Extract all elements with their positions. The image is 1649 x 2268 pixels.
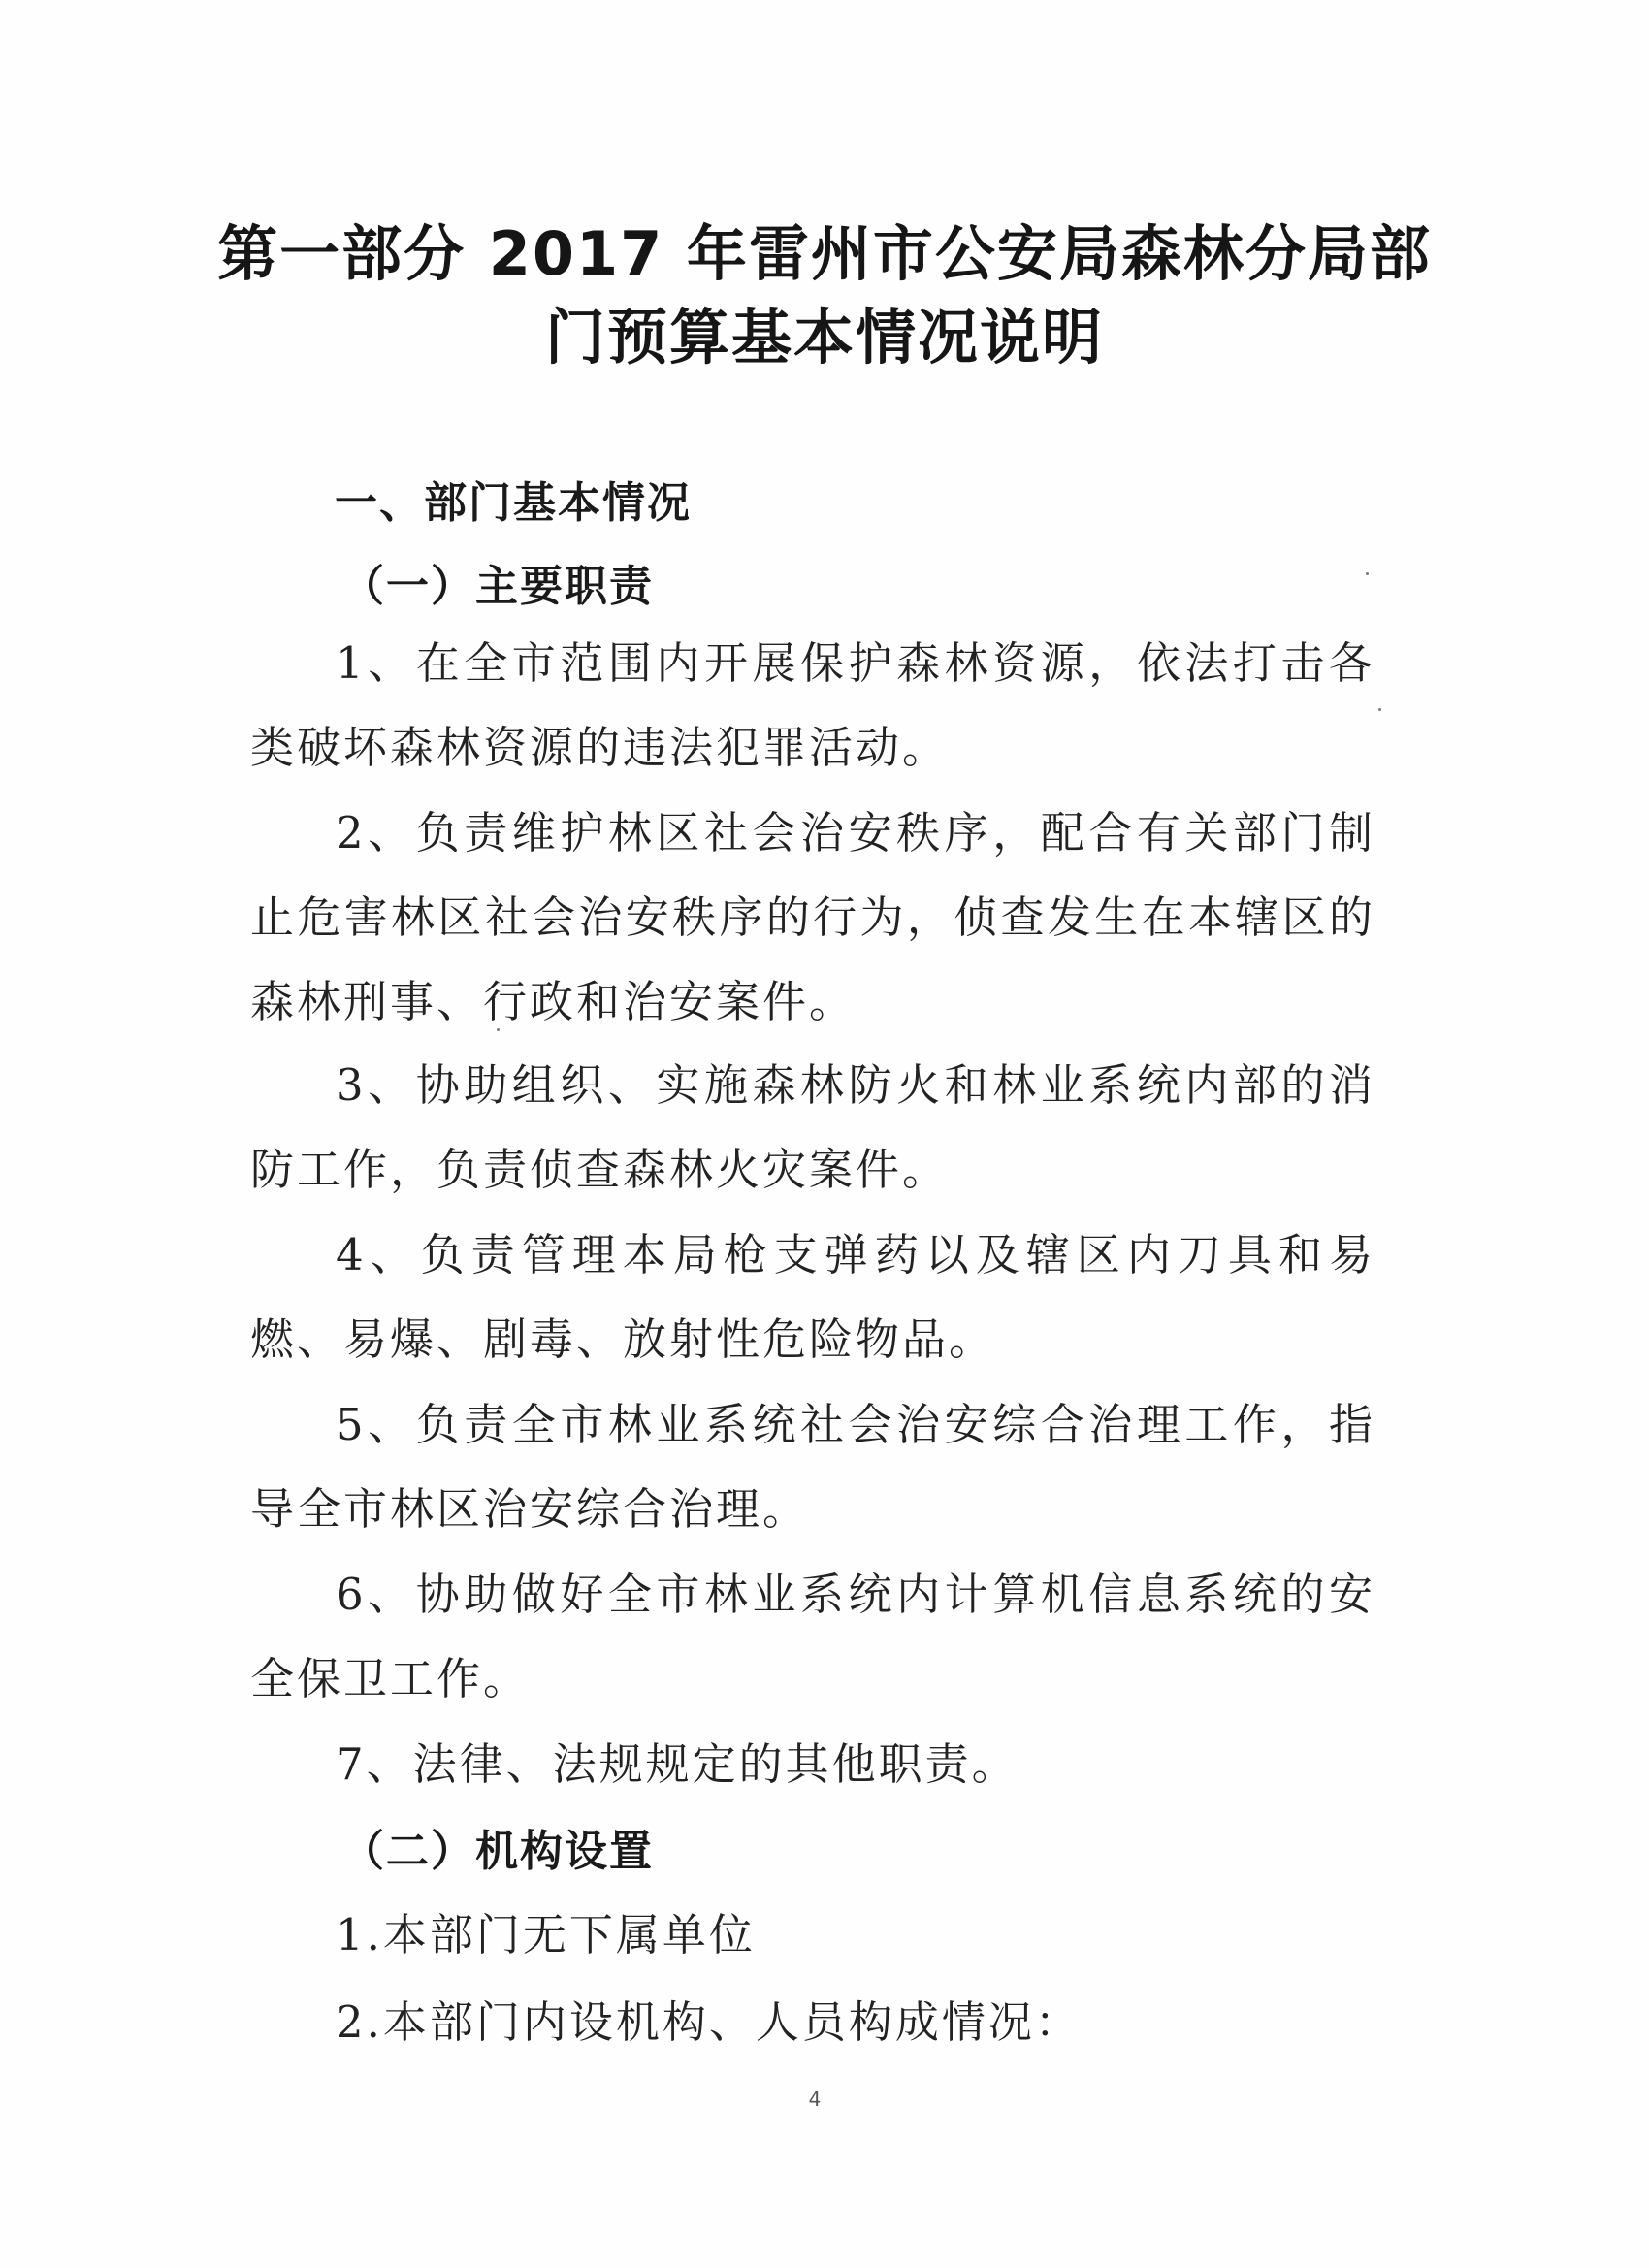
duty-paragraph-1: 1、在全市范围内开展保护森林资源，依法打击各类破坏森林资源的违法犯罪活动。 [250,637,1375,773]
duty-paragraph-2: 2、负责维护林区社会治安秩序，配合有关部门制止危害林区社会治安秩序的行为，侦查发生在本辖区的森林刑事、行政和治安案件。 [250,807,1375,1027]
scan-speck [497,1028,500,1031]
duty-paragraph-7: 7、法律、法规规定的其他职责。 [336,1738,1018,1790]
duty-paragraph-4: 4、负责管理本局枪支弹药以及辖区内刀具和易燃、易爆、剧毒、放射性危险物品。 [250,1229,1375,1365]
document-title-line-2: 门预算基本情况说明 [544,302,1104,373]
org-item-1: 1.本部门无下属单位 [336,1909,756,1960]
subsection-heading-main-duties: （一）主要职责 [341,562,654,611]
page-number: 4 [808,2088,822,2111]
section-heading-basic-info: 一、部门基本情况 [335,478,692,528]
duty-paragraph-5: 5、负责全市林业系统社会治安综合治理工作，指导全市林区治安综合治理。 [250,1399,1375,1535]
scan-speck [1378,708,1381,711]
subsection-heading-org-structure: （二）机构设置 [341,1827,654,1876]
scan-speck [1366,572,1369,575]
duty-paragraph-3: 3、协助组织、实施森林防火和林业系统内部的消防工作，负责侦查森林火灾案件。 [250,1059,1375,1195]
document-title-line-1: 第一部分 2017 年雷州市公安局森林分局部 [217,218,1432,289]
org-item-2: 2.本部门内设机构、人员构成情况： [336,1996,1082,2048]
duty-paragraph-6: 6、协助做好全市林业系统内计算机信息系统的安全保卫工作。 [250,1569,1375,1704]
